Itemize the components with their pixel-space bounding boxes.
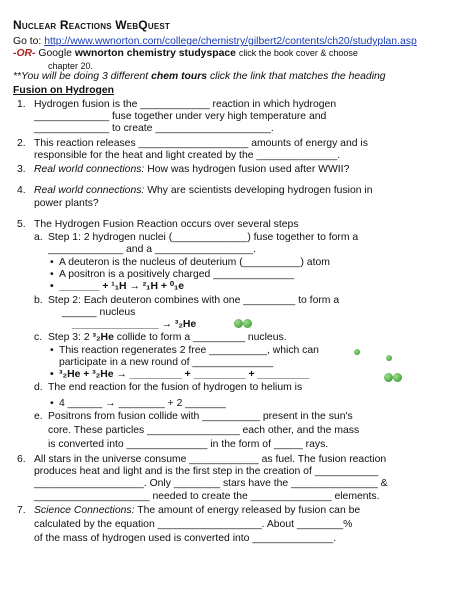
step-e-line1: Positrons from fusion collide with __________ present in the sun's xyxy=(48,410,353,422)
step-a xyxy=(34,232,465,293)
q6-line1: All stars in the universe consume ____________ as fuel. The fusion reaction xyxy=(34,453,387,465)
question-number: 5. xyxy=(17,218,26,230)
step-c-line1b: collide to form a _________ nucleus. xyxy=(116,332,287,344)
or-line-rest2: chapter 20. xyxy=(48,60,94,71)
step-c-bullet-1: • This reaction regenerates 2 free __________, which can xyxy=(50,345,465,357)
q4-text: Why are scientists developing hydrogen fusion in xyxy=(147,185,373,197)
q1-line2: _____________ fuse together under very high temperature and xyxy=(34,111,327,123)
q2-line2: responsible for the heat and light created by the ______________. xyxy=(34,149,341,161)
q4-line2: power plants? xyxy=(34,197,99,209)
step-letter: e. xyxy=(34,410,43,422)
step-c xyxy=(34,332,465,381)
q7-line1 xyxy=(34,505,465,517)
studyplan-link[interactable]: http://www.wwnorton.com/college/chemistry/gilbert2/contents/ch20/studyplan.asp xyxy=(44,36,417,48)
q3-text: How was hydrogen fusion used after WWII? xyxy=(147,164,350,176)
q7-label: Science Connections: xyxy=(34,504,135,516)
step-a-line2: _____________ and a _________________. xyxy=(48,244,257,256)
step-c-equation: • ³₂He + ³₂He → _________ + _________ + _________ xyxy=(50,369,465,381)
step-b-line1: Step 2: Each deuteron combines with one _________ to form a xyxy=(48,294,340,306)
step-c-he: ³₂He xyxy=(92,332,114,344)
question-7 xyxy=(13,505,465,546)
step-letter: b. xyxy=(34,294,43,306)
step-letter: a. xyxy=(34,232,43,244)
question-number: 6. xyxy=(17,453,26,465)
step-b-equation: _______________ → ³₂He xyxy=(72,319,197,331)
step-letter: d. xyxy=(34,382,43,394)
step-b-line2: ______ nucleus xyxy=(62,306,136,318)
or-line-rest: click the book cover & choose xyxy=(238,48,358,59)
section-heading: Fusion on Hydrogen xyxy=(13,84,115,96)
question-1 xyxy=(13,99,465,136)
step-e xyxy=(34,411,465,452)
answer-space xyxy=(13,176,465,183)
question-number: 2. xyxy=(17,137,26,149)
question-number: 3. xyxy=(17,164,26,176)
step-e-line2: core. These particles ________________ each other, and the mass xyxy=(48,425,360,437)
step-a-line1: Step 1: 2 hydrogen nuclei (_____________) fuse together to form a xyxy=(48,232,359,244)
q6-line3: ___________________. Only ________ stars have the _______________ & xyxy=(34,478,388,490)
q6-line2: produces heat and light and is the first step in the creation of ___________ xyxy=(34,466,379,477)
question-number: 7. xyxy=(17,504,26,516)
answer-space xyxy=(13,210,465,217)
step-c-line1a: Step 3: 2 xyxy=(48,332,90,344)
question-6 xyxy=(13,454,465,503)
q6-line4: ____________________ needed to create the ______________ elements. xyxy=(34,490,380,502)
q2-line1: This reaction releases ___________________ amounts of energy and is xyxy=(34,137,368,149)
worksheet xyxy=(13,18,465,546)
helium-molecule-icon xyxy=(234,319,252,331)
step-a-bullet-2: • A positron is a positively charged ______________ xyxy=(50,269,465,281)
q5-text: The Hydrogen Fusion Reaction occurs over several steps xyxy=(34,218,299,230)
step-d-equation: • 4 ______ → ________ + 2 _______ xyxy=(50,398,465,410)
step-letter: c. xyxy=(34,332,43,344)
question-4 xyxy=(13,185,465,210)
proton-icon xyxy=(354,346,360,358)
question-number: 1. xyxy=(17,98,26,110)
q1-line3: _____________ to create ____________________. xyxy=(34,123,274,135)
studyspace-label: wwnorton chemistry studyspace xyxy=(74,48,236,60)
or-line xyxy=(13,48,465,60)
step-a-equation: • _______ + ¹₁H → ²₁H + ⁰₁e xyxy=(50,281,465,293)
note-suffix: click the link that matches the heading xyxy=(209,71,386,83)
note-bold: chem tours xyxy=(151,71,208,83)
step-c-bullet-1b: participate in a new round of ______________ xyxy=(59,356,274,368)
q3-label: Real world connections: xyxy=(34,164,145,176)
q4-label: Real world connections: xyxy=(34,185,145,197)
question-5 xyxy=(13,219,465,452)
question-2 xyxy=(13,138,465,163)
google-label: Google xyxy=(38,48,72,60)
proton-icon xyxy=(386,352,392,364)
q7-text: The amount of energy released by fusion can be xyxy=(137,504,361,516)
step-c-line1 xyxy=(48,332,465,344)
note-prefix: **You will be doing 3 different xyxy=(13,71,149,83)
note-line xyxy=(13,71,465,83)
step-a-bullet-1: • A deuteron is the nucleus of deuterium (__________) atom xyxy=(50,257,465,269)
goto-label: Go to: xyxy=(13,36,42,48)
step-e-line3: is converted into ______________ in the form of _____ rays. xyxy=(48,439,329,451)
q7-line3: of the mass of hydrogen used is converted into ______________. xyxy=(34,533,337,545)
question-number: 4. xyxy=(17,185,26,197)
step-d xyxy=(34,382,465,410)
q7-line2: calculated by the equation __________________. About ________% xyxy=(34,519,353,531)
question-3 xyxy=(13,164,465,176)
step-b xyxy=(34,295,465,332)
page-title: Nuclear Reactions WebQuest xyxy=(13,18,170,32)
goto-line xyxy=(13,36,465,48)
step-d-line1: The end reaction for the fusion of hydrogen to helium is xyxy=(48,382,303,394)
or-label: -OR- xyxy=(13,48,36,60)
q1-line1: Hydrogen fusion is the ____________ reaction in which hydrogen xyxy=(34,98,337,110)
